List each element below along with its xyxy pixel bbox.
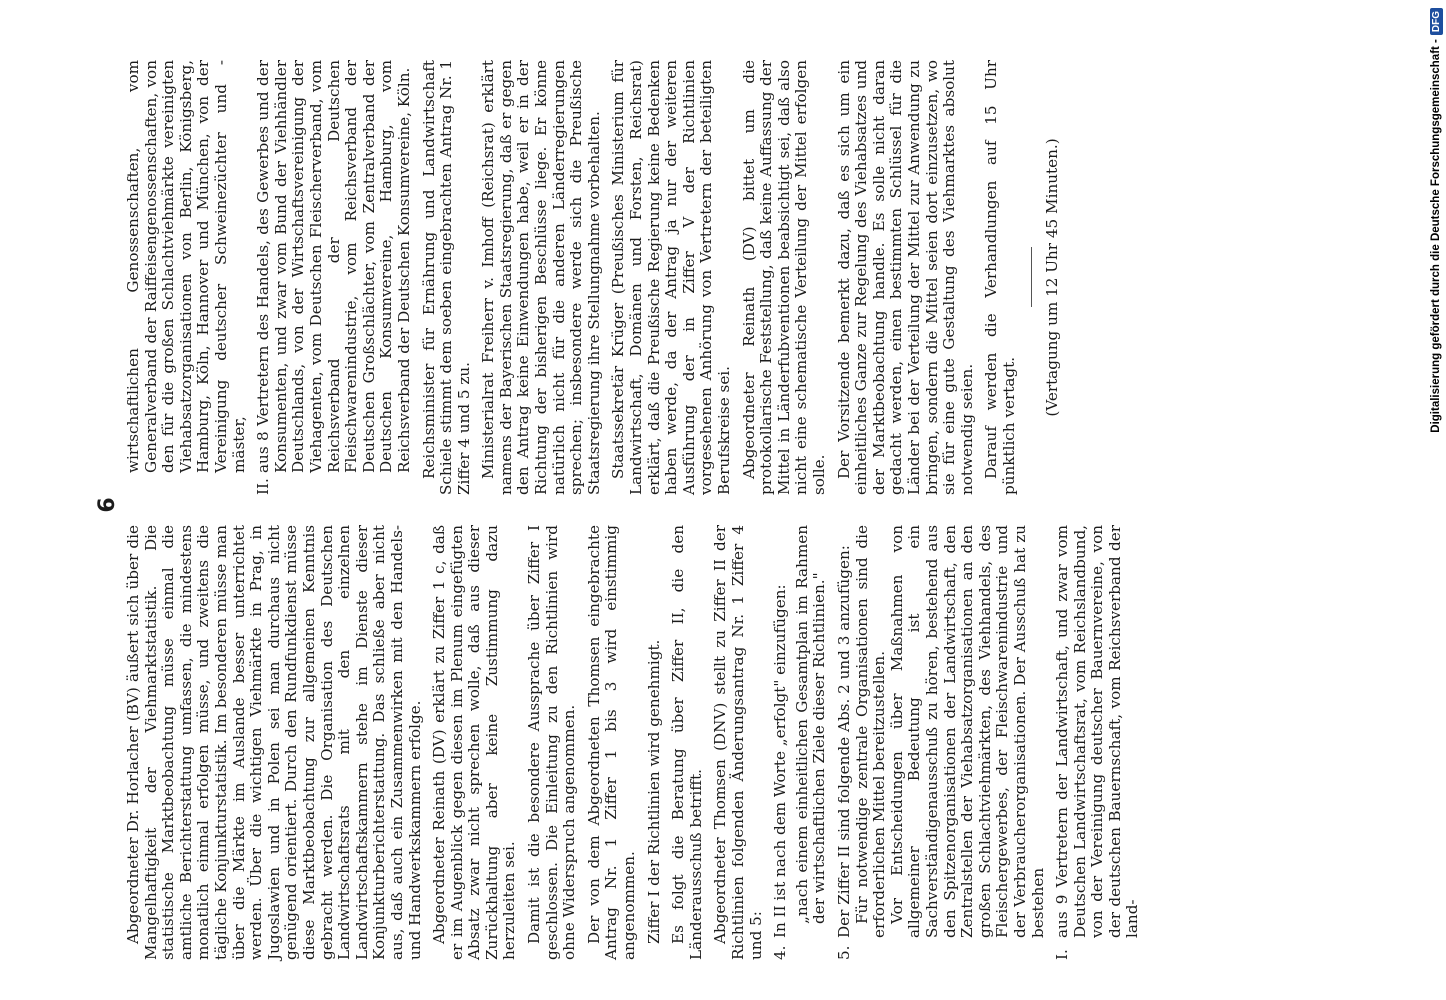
item-text: In II ist nach dem Worte „erfolgt" einzufügen:: [771, 584, 790, 938]
document-page: [90, 35, 1320, 975]
paragraph: Reichsminister für Ernährung und Landwirtschaft Schiele stimmt dem soeben eingebrachten Antrag Nr. 1 Ziffer 4 und 5 zu.: [419, 60, 473, 495]
dfg-logo-icon: DFG: [1430, 8, 1443, 35]
item-subparagraph: Für notwendige zentrale Organisationen sind die erforderlichen Mittel bereitzustellen.: [852, 525, 889, 938]
paragraph: Abgeordneter Dr. Horlacher (BV) äußert sich über die Mangelhaftigkeit der Viehmarktstatistik. Die statistische Marktbeobachtung müsse einmal die amtliche Berichterstattung umfassen, die mindestens monatlich einmal erfolgen müsse, und zweitens die tägliche Konjunkturstatistik. Im besonderen müsse man über die Märkte im Auslande besser unterrichtet werden. Über die wichtigen Viehmärkte in Prag, in Jugoslawien und in Polen sei man durchaus nicht genügend orientiert. Durch den Rundfunkdienst müsse diese Marktbeobachtung zur allgemeinen Kenntnis gebracht werden. Die Organisation des Deutschen Landwirtschaftsrats mit den einzelnen Landwirtschaftskammern stehe im Dienste dieser Konjunkturberichterstattung. Das schließe aber nicht aus, daß auch ein Zusammenwirken mit den Handels- und Handwerkskammern erfolge.: [124, 525, 424, 960]
amendment-item-5: [836, 525, 1047, 960]
paragraph: Darauf werden die Verhandlungen auf 15 Uhr pünktlich vertagt.: [982, 60, 1018, 495]
amendment-item-4: [772, 525, 829, 960]
item-quote: „nach einem einheitlichen Gesamtplan im Rahmen der wirtschaftlichen Ziele dieser Richtlinien.": [792, 525, 829, 924]
paragraph: Es folgt die Beratung über Ziffer II, die den Länderausschuß betrifft.: [669, 525, 705, 960]
paragraph: Ziffer I der Richtlinien wird genehmigt.: [644, 639, 663, 944]
item-text: aus 8 Vertretern des Handels, des Gewerbes und der Konsumenten, und zwar vom Bund der Viehhändler Deutschlands, von der Wirtschaftsvereinigung der Viehagenten, vom Deutschen Fleischerverband, vom Reichsverband der Deutschen Fleischwarenindustrie, vom Reichsverband der Deutschen Großschlächter, vom Zentralverband der Deutschen Konsumvereine, Hamburg, vom Reichsverband der Deutschen Konsumvereine, Köln.: [254, 60, 413, 473]
page-number: 6: [95, 497, 120, 513]
paragraph: Abgeordneter Thomsen (DNV) stellt zu Ziffer II der Richtlinien folgenden Änderungsantrag Nr. 1 Ziffer 4 und 5:: [711, 525, 765, 960]
item-subparagraph: Vor Entscheidungen über Maßnahmen von allgemeiner Bedeutung ist ein Sachverständigenausschuß zu hören, bestehend aus den Spitzenorganisationen der Landwirtschaft, den Zentralstellen der Viehabsatzorganisationen an den großen Schlachtviehmärkten, des Viehhandels, des Fleischergewerbes, der Fleischwarenindustrie und der Verbraucherorganisationen. Der Ausschuß hat zu bestehen: [887, 525, 1047, 938]
paragraph: Damit ist die besondere Aussprache über Ziffer I geschlossen. Die Einleitung zu den Richtlinien wird ohne Widerspruch angenommen.: [525, 525, 579, 960]
paragraph: Ministerialrat Freiherr v. Imhoff (Reichsrat) erklärt namens der Bayerischen Staatsregierung, daß er gegen den Antrag keine Einwendungen habe, weil er in der Richtung der bisherigen Beschlüsse liege. Er könne natürlich nicht für die anderen Länderregierungen sprechen; insbesondere werde sich die Preußische Staatsregierung ihre Stellungnahme vorbehalten.: [479, 60, 603, 495]
paragraph: Abgeordneter Reinath (DV) bittet um die protokollarische Feststellung, daß keine Auffassung der Mittel in Länderfubventionen beabsichtigt sei, daß also nicht eine schematische Verteilung der Mittel erfolgen solle.: [739, 60, 828, 495]
credit-text: Digitalisierung gefördert durch die Deutsche Forschungsgemeinschaft -: [1430, 39, 1442, 433]
left-column: [125, 525, 1149, 960]
section-divider: [1031, 248, 1032, 308]
item-text: wirtschaftlichen Genossenschaften, vom Generalverband der Raiffeisengenossenschaften, von den für die großen Schlachtviehmärkte vereinigten Viehabsatzorganisationen von Berlin, Königsberg, Hamburg, Köln, Hannover und München, von der Vereinigung deutscher Schweinezüchter und -mäster,: [124, 60, 248, 473]
adjournment-note: (Vertagung um 12 Uhr 45 Minuten.): [1042, 138, 1061, 417]
committee-item-I: [1054, 525, 1142, 960]
item-number: II.: [254, 478, 273, 495]
paragraph: Der von dem Abgeordneten Thomsen eingebrachte Antrag Nr. 1 Ziffer 1 bis 3 wird einstimmig angenommen.: [584, 525, 639, 960]
item-text: Der Ziffer II sind folgende Abs. 2 und 3 anzufügen:: [834, 545, 853, 938]
paragraph: Der Vorsitzende bemerkt dazu, daß es sich um ein einheitliches Ganze zur Regelung des Viehabsatzes und der Marktbeobachtung handle. Es solle nicht daran gedacht werden, einen bestimmten Schlüssel für die Länder bei der Verteilung der Mittel zur Anwendung zu bringen, sondern die Mittel seien dort einzusetzen, wo sie für eine gute Gestaltung des Viehmarktes absolut notwendig seien.: [834, 60, 976, 495]
item-number: I.: [1053, 949, 1072, 960]
paragraph: Abgeordneter Reinath (DV) erklärt zu Ziffer 1 c, daß er im Augenblick gegen diesen im Plenum eingefügten Absatz zwar nicht sprechen wolle, daß aus dieser Zurückhaltung aber keine Zustimmung dazu herzuleiten sei.: [430, 525, 519, 960]
paragraph: Staatssekretär Krüger (Preußisches Ministerium für Landwirtschaft, Domänen und Forsten, Reichsrat) erklärt, daß die Preußische Regierung keine Bedenken haben werde, da der Antrag ja nur der weiteren Ausführung der in Ziffer V der Richtlinien vorgesehenen Anhörung von Vertretern der beteiligten Berufskreise sei.: [609, 60, 733, 495]
item-number: 4.: [771, 945, 790, 960]
committee-item-I-continued: [125, 60, 248, 495]
item-text: aus 9 Vertretern der Landwirtschaft, und zwar vom Deutschen Landwirtschaftsrat, vom Reichslandbund, von der Vereinigung deutscher Bauernvereine, von der deutschen Bauernschaft, vom Reichsverband der land-: [1053, 525, 1142, 938]
item-number: 5.: [834, 945, 853, 960]
digitization-credit-bar: [1410, 8, 1442, 993]
right-column: [125, 60, 1068, 495]
committee-item-II: [255, 60, 413, 495]
